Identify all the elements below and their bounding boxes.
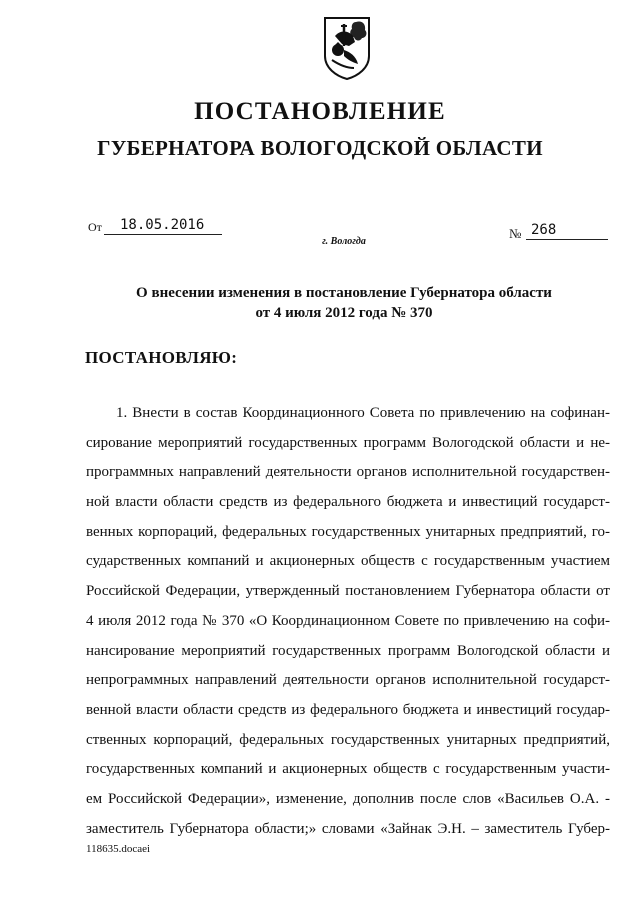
number-prefix-label: №: [509, 226, 522, 241]
body-line: непрограммных направлений деятельности органов исполнительной государст-: [86, 672, 610, 689]
decree-heading: ПОСТАНОВЛЯЮ:: [85, 348, 238, 367]
body-line: ем Российской Федерации», изменение, дополнив после слов «Васильев О.А. -: [86, 790, 610, 807]
body-line: ственных корпораций, федеральных государственных унитарных предприятий,: [86, 731, 610, 748]
date-prefix-label: От: [88, 220, 102, 234]
body-line: ной власти области средств из федерального бюджета и инвестиций государст-: [86, 494, 610, 511]
document-subtitle: ГУБЕРНАТОРА ВОЛОГОДСКОЙ ОБЛАСТИ: [97, 136, 543, 160]
body-line: нансирование мероприятий государственных программ Вологодской области и: [86, 642, 610, 659]
body-line: Российской Федерации, утвержденный постановлением Губернатора области от: [86, 583, 610, 600]
body-line: 4 июля 2012 года № 370 «О Координационном Совете по привлечению на софи-: [86, 612, 610, 629]
document-number: 268: [526, 221, 608, 240]
body-line: государственных компаний и акционерных обществ с государственным участи-: [86, 761, 610, 778]
body-line: сударственных компаний и акционерных обществ с государственным участием: [86, 553, 610, 570]
document-subject: [0, 283, 640, 323]
body-line: 1. Внести в состав Координационного Совета по привлечению на софинан-: [116, 405, 610, 421]
subject-line: О внесении изменения в постановление Губернатора области: [136, 285, 552, 301]
body-line: венных корпораций, федеральных государственных унитарных предприятий, го-: [86, 523, 610, 540]
document-body: [86, 399, 610, 844]
body-line: заместитель Губернатора области;» словами «Зайнак Э.Н. – заместитель Губер-: [86, 820, 610, 837]
body-line: программных направлений деятельности органов исполнительной государствен-: [86, 464, 610, 481]
vologda-coat-of-arms-icon: [322, 16, 372, 80]
document-date: 18.05.2016: [104, 216, 222, 235]
body-line: сирование мероприятий государственных программ Вологодской области и не-: [86, 434, 610, 451]
body-line: венной власти области средств из федерального бюджета и инвестиций государ-: [86, 701, 610, 718]
file-code: 118635.docaei: [86, 843, 151, 855]
subject-line: от 4 июля 2012 года № 370: [255, 305, 433, 321]
document-city: г. Вологда: [322, 236, 366, 247]
document-title: ПОСТАНОВЛЕНИЕ: [194, 98, 446, 125]
